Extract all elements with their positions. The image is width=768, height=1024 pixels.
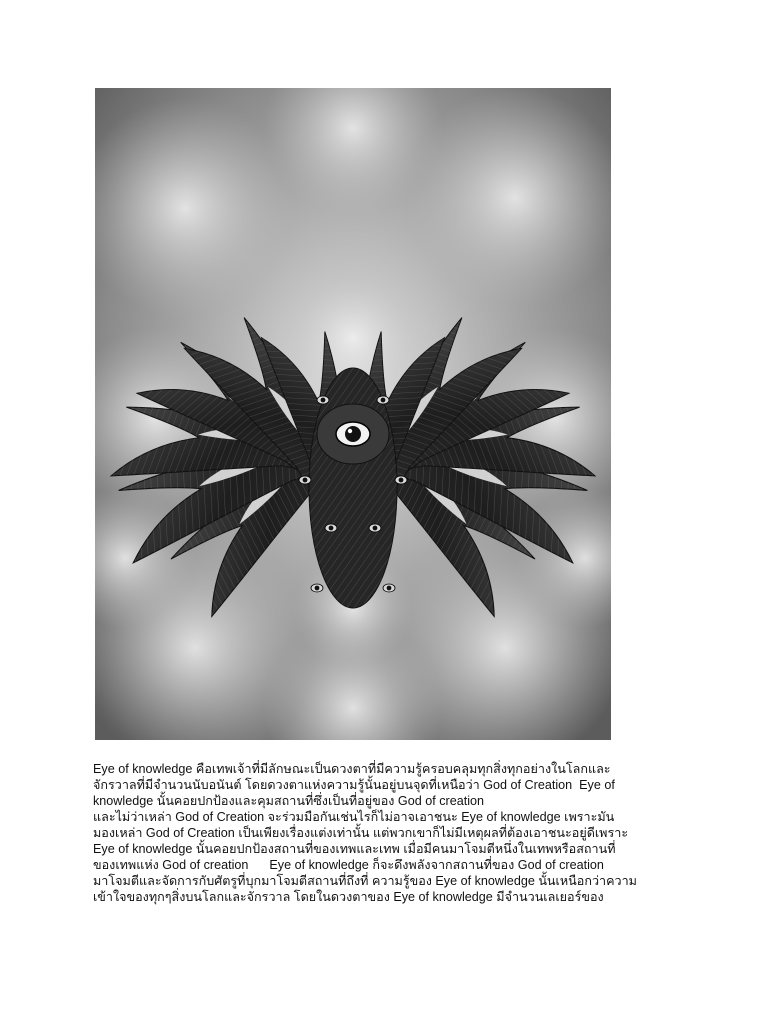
winged-eye-illustration — [95, 88, 611, 740]
illustration-canvas — [95, 88, 611, 740]
eye-icon — [317, 396, 329, 404]
central-eye-icon — [336, 422, 370, 446]
paragraph-line: knowledge นั้นคอยปกป้องและคุมสถานที่ซึ่งเป็นที่อยู่ของ God of creation — [93, 794, 485, 808]
paragraph-line: และไม่ว่าเหล่า God of Creation จะร่วมมือกันเช่นไรก็ไม่อาจเอาชนะ Eye of knowledge เพราะมัน — [93, 810, 615, 824]
eye-icon — [369, 524, 381, 532]
paragraph-line: Eye of knowledge คือเทพเจ้าที่มีลักษณะเป็นดวงตาที่มีความรู้ครอบคลุมทุกสิ่งทุกอย่างในโลกและ — [93, 762, 611, 776]
eye-icon — [383, 584, 395, 592]
eye-icon — [299, 476, 311, 484]
eye-icon — [325, 524, 337, 532]
paragraph-line: เข้าใจของทุกๆสิ่งบนโลกและจักรวาล โดยในดวงตาของ Eye of knowledge มีจำนวนเลเยอร์ของ — [93, 890, 604, 904]
paragraph-line: ของเทพแห่ง God of creation Eye of knowledge ก็จะดึงพลังจากสถานที่ของ God of creation — [93, 858, 604, 872]
eye-icon — [311, 584, 323, 592]
body-paragraph — [93, 761, 683, 905]
paragraph-line: จักรวาลที่มีจำนวนนับอนันต์ โดยดวงตาแห่งความรู้นั้นอยู่บนจุดที่เหนือว่า God of Creation Eye of — [93, 778, 615, 792]
paragraph-line: มาโจมตีและจัดการกับศัตรูที่บุกมาโจมตีสถานที่ถึงที่ ความรู้ของ Eye of knowledge นั้นเหนือกว่าความ — [93, 874, 637, 888]
paragraph-line: Eye of knowledge นั้นคอยปกป้องสถานที่ของเทพและเทพ เมื่อมีคนมาโจมตีหนึ่งในเทพหรือสถานที่ — [93, 842, 616, 856]
eye-icon — [395, 476, 407, 484]
paragraph-line: มองเหล่า God of Creation เป็นเพียงเรื่องแต่งเท่านั้น แต่พวกเขาก็ไม่มีเหตุผลที่ต้องเอาชนะอยู่ดีเพราะ — [93, 826, 629, 840]
eye-icon — [377, 396, 389, 404]
